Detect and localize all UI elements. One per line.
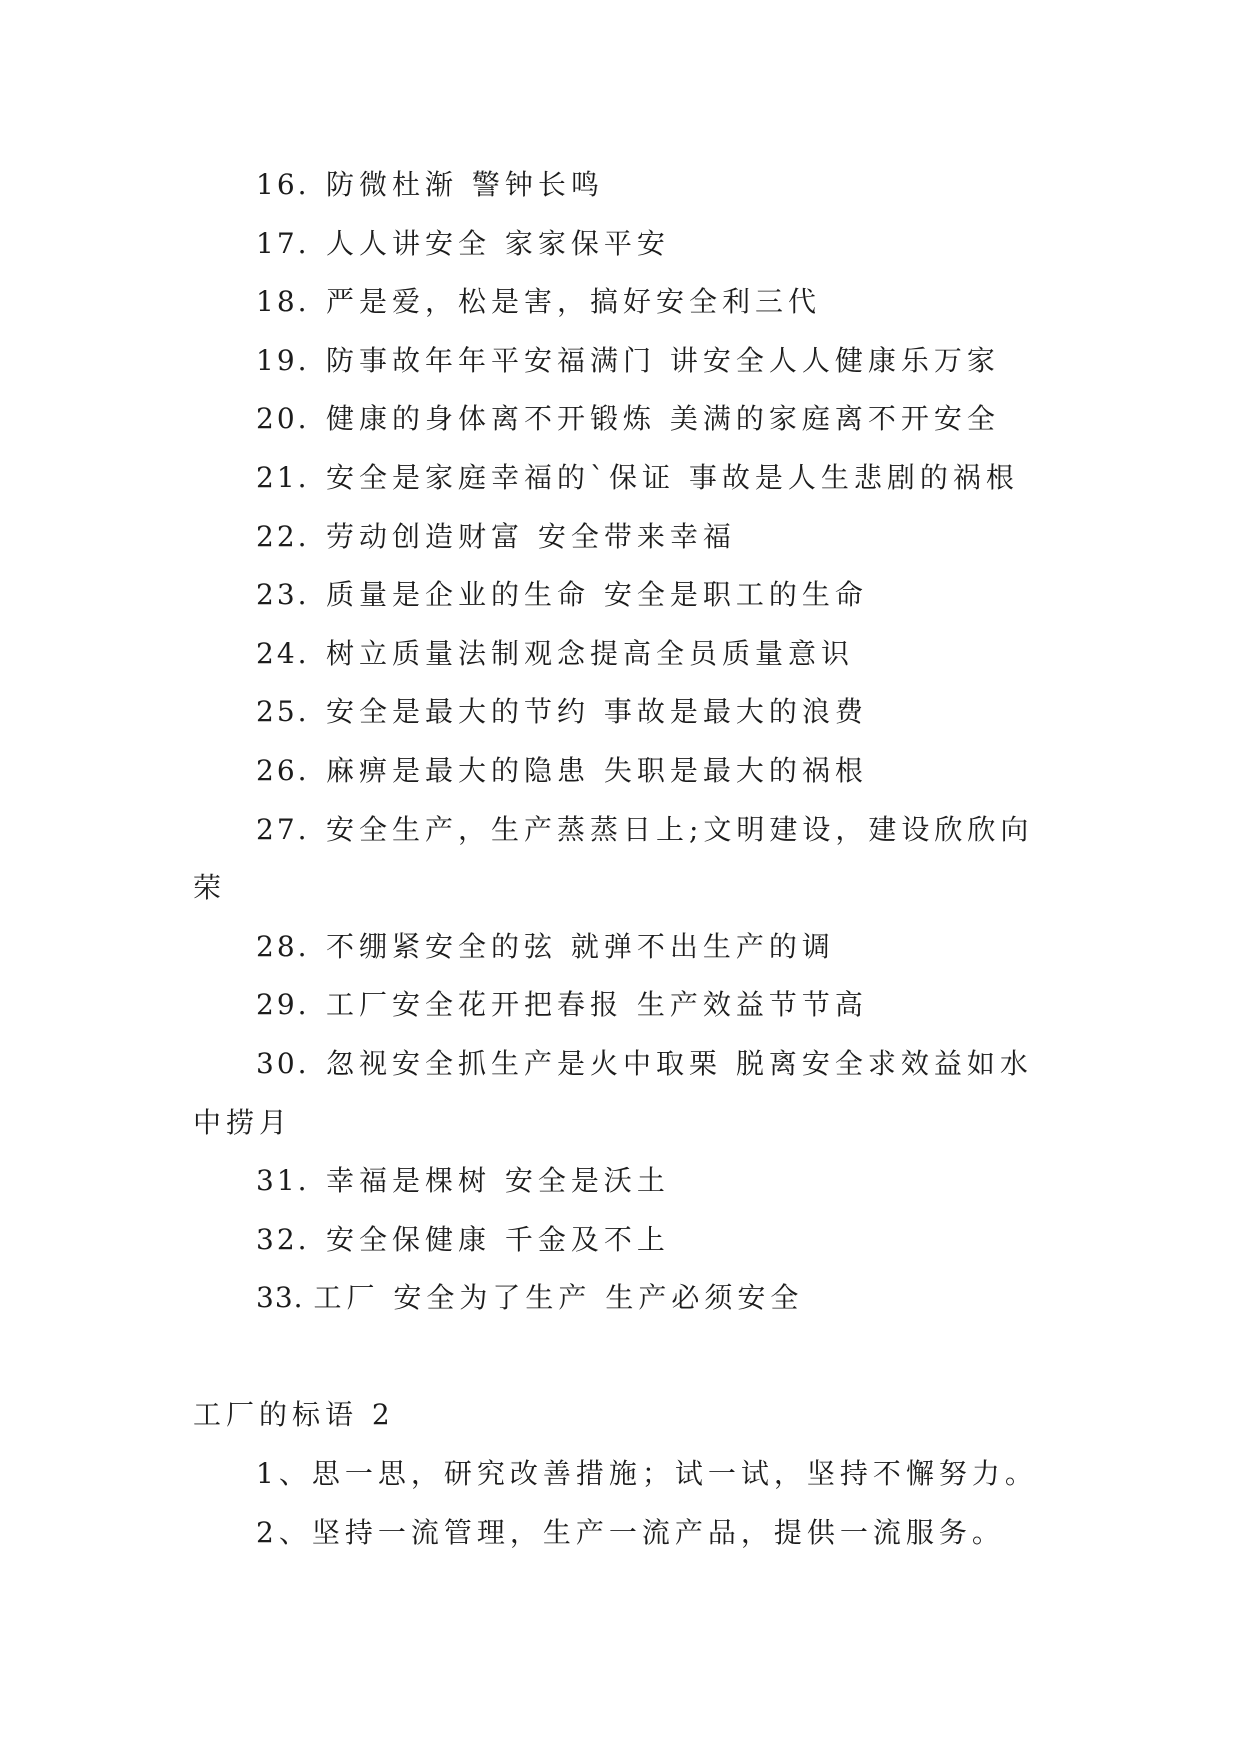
slogan-item (193, 332, 1057, 391)
slogan-text: 安全保健康 千金及不上 (326, 1222, 670, 1256)
blank-line (193, 1328, 1057, 1387)
slogan-number: 19. (256, 343, 310, 377)
document-body (193, 156, 1057, 1562)
slogan-number: 28. (256, 929, 310, 963)
slogan-text: 树立质量法制观念提高全员质量意识 (326, 636, 855, 670)
slogan-text: 质量是企业的生命 安全是职工的生命 (326, 578, 868, 612)
slogan-number: 23. (256, 578, 310, 612)
slogan-number: 27. (256, 812, 310, 846)
slogan-text: 健康的身体离不开锻炼 美满的家庭离不开安全 (326, 402, 1000, 436)
slogan-number: 25. (256, 695, 310, 729)
slogan-number: 26. (256, 753, 310, 787)
slogan-number: 32. (256, 1222, 310, 1256)
slogan-item (193, 273, 1057, 332)
slogan-item (193, 215, 1057, 274)
slogan-number: 31. (256, 1164, 310, 1198)
slogan-text: 劳动创造财富 安全带来幸福 (326, 519, 736, 553)
slogan-text: 工厂安全花开把春报 生产效益节节高 (326, 988, 868, 1022)
slogan-text: 防事故年年平安福满门 讲安全人人健康乐万家 (326, 343, 1000, 377)
section-item (193, 1445, 1057, 1504)
section-item-text: 思一思，研究改善措施；试一试，坚持不懈努力。 (311, 1457, 1038, 1491)
slogan-item (193, 742, 1057, 801)
section-item-number: 1、 (256, 1457, 312, 1491)
slogan-text: 人人讲安全 家家保平安 (326, 226, 670, 260)
slogan-number: 24. (256, 636, 310, 670)
section-title: 工厂的标语 2 (193, 1398, 395, 1432)
section-item-text: 坚持一流管理，生产一流产品，提供一流服务。 (311, 1515, 1005, 1549)
slogan-number: 33. (256, 1281, 304, 1315)
slogan-item (193, 449, 1057, 508)
slogan-item (193, 566, 1057, 625)
slogan-item (193, 801, 1057, 860)
slogan-text-continuation: 中捞月 (193, 1105, 293, 1139)
slogan-number: 17. (256, 226, 310, 260)
slogan-text-continuation: 荣 (193, 871, 227, 905)
slogan-item (193, 918, 1057, 977)
slogan-number: 21. (256, 460, 310, 494)
slogan-text: 严是爱，松是害，搞好安全利三代 (326, 285, 822, 319)
slogan-number: 30. (256, 1046, 310, 1080)
slogan-item (193, 1211, 1057, 1270)
section-item (193, 1504, 1057, 1563)
slogan-text: 幸福是棵树 安全是沃土 (326, 1164, 670, 1198)
slogan-item (193, 156, 1057, 215)
slogan-text: 安全是最大的节约 事故是最大的浪费 (326, 695, 868, 729)
slogan-number: 29. (256, 988, 310, 1022)
slogan-item (193, 1269, 1057, 1328)
slogan-item (193, 390, 1057, 449)
slogan-number: 16. (256, 168, 310, 201)
slogan-item (193, 976, 1057, 1035)
slogan-text: 工厂 安全为了生产 生产必须安全 (313, 1281, 804, 1315)
slogan-text: 不绷紧安全的弦 就弹不出生产的调 (326, 929, 835, 963)
slogan-item (193, 508, 1057, 567)
slogan-item (193, 1152, 1057, 1211)
slogan-text: 麻痹是最大的隐患 失职是最大的祸根 (326, 753, 868, 787)
slogan-item (193, 683, 1057, 742)
slogan-number: 22. (256, 519, 310, 553)
section-item-number: 2、 (256, 1515, 312, 1549)
slogan-number: 18. (256, 285, 310, 319)
slogan-text: 安全生产，生产蒸蒸日上;文明建设，建设欣欣向 (326, 812, 1034, 846)
slogan-item (193, 1035, 1057, 1094)
slogan-item (193, 625, 1057, 684)
slogan-text: 安全是家庭幸福的`保证 事故是人生悲剧的祸根 (326, 460, 1019, 494)
slogan-number: 20. (256, 402, 310, 436)
slogan-text: 防微杜渐 警钟长鸣 (326, 168, 604, 201)
slogan-text: 忽视安全抓生产是火中取栗 脱离安全求效益如水 (326, 1046, 1033, 1080)
